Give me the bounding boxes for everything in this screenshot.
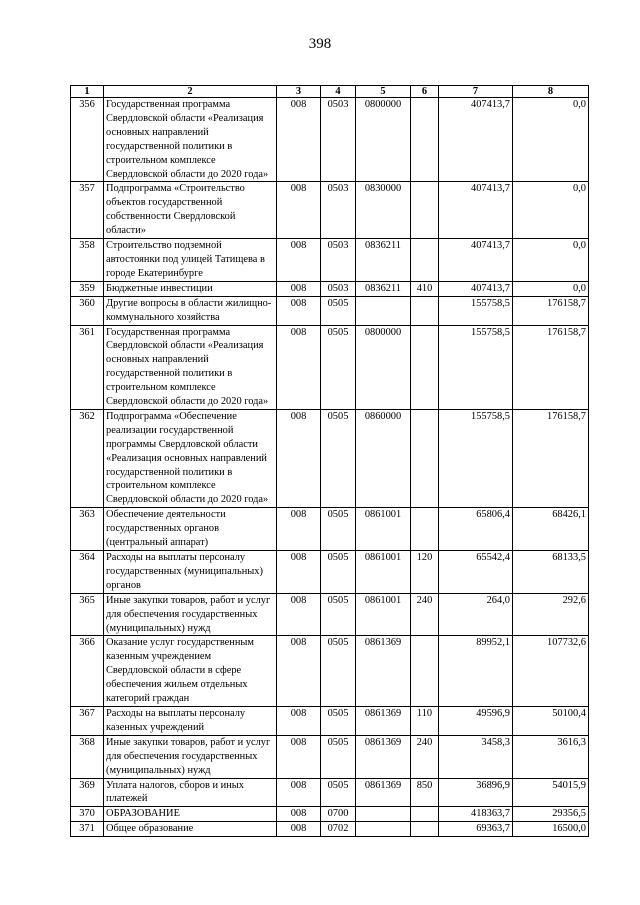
row-code-target xyxy=(356,296,411,325)
row-code-section: 0505 xyxy=(321,296,356,325)
row-amount-year1: 155758,5 xyxy=(439,325,513,409)
table-row xyxy=(71,296,589,325)
row-code-expense-type: 850 xyxy=(411,778,439,807)
row-amount-year2: 176158,7 xyxy=(513,325,589,409)
row-code-section: 0505 xyxy=(321,735,356,778)
row-amount-year2: 68426,1 xyxy=(513,508,589,551)
row-code-target: 0861369 xyxy=(356,778,411,807)
row-number: 370 xyxy=(71,807,104,822)
row-number: 368 xyxy=(71,735,104,778)
row-amount-year2: 292,6 xyxy=(513,593,589,636)
row-name: Бюджетные инвестиции xyxy=(104,281,277,296)
row-code-ministry: 008 xyxy=(277,822,321,837)
row-number: 371 xyxy=(71,822,104,837)
row-code-ministry: 008 xyxy=(277,296,321,325)
row-amount-year2: 3616,3 xyxy=(513,735,589,778)
header-row xyxy=(71,86,589,98)
row-amount-year1: 65542,4 xyxy=(439,551,513,594)
row-code-target: 0861001 xyxy=(356,593,411,636)
row-amount-year1: 36896,9 xyxy=(439,778,513,807)
row-name: Уплата налогов, сборов и иных платежей xyxy=(104,778,277,807)
row-code-expense-type: 240 xyxy=(411,735,439,778)
row-code-target xyxy=(356,807,411,822)
row-code-target: 0861001 xyxy=(356,508,411,551)
row-code-expense-type xyxy=(411,296,439,325)
row-name: Оказание услуг государственным казенным учреждением Свердловской области в сфере обеспечения жильем отдельных категорий граждан xyxy=(104,636,277,707)
row-code-ministry: 008 xyxy=(277,409,321,507)
row-name: Государственная программа Свердловской области «Реализация основных направлений государственной политики в строительном комплексе Свердловской области до 2020 года» xyxy=(104,98,277,182)
table-row xyxy=(71,706,589,735)
row-code-section: 0505 xyxy=(321,706,356,735)
row-amount-year1: 89952,1 xyxy=(439,636,513,707)
table-row xyxy=(71,239,589,282)
row-amount-year2: 68133,5 xyxy=(513,551,589,594)
row-code-target: 0800000 xyxy=(356,98,411,182)
row-code-section: 0505 xyxy=(321,508,356,551)
column-header: 5 xyxy=(356,86,411,98)
table-row xyxy=(71,778,589,807)
row-number: 369 xyxy=(71,778,104,807)
row-number: 356 xyxy=(71,98,104,182)
row-amount-year1: 69363,7 xyxy=(439,822,513,837)
row-amount-year2: 50100,4 xyxy=(513,706,589,735)
row-amount-year1: 155758,5 xyxy=(439,409,513,507)
row-code-ministry: 008 xyxy=(277,636,321,707)
row-code-ministry: 008 xyxy=(277,778,321,807)
row-code-expense-type xyxy=(411,325,439,409)
table-row xyxy=(71,735,589,778)
row-number: 363 xyxy=(71,508,104,551)
row-code-section: 0505 xyxy=(321,325,356,409)
row-amount-year2: 0,0 xyxy=(513,98,589,182)
row-number: 365 xyxy=(71,593,104,636)
column-header: 2 xyxy=(104,86,277,98)
row-number: 358 xyxy=(71,239,104,282)
row-code-ministry: 008 xyxy=(277,239,321,282)
row-number: 359 xyxy=(71,281,104,296)
row-name: Общее образование xyxy=(104,822,277,837)
row-code-target: 0836211 xyxy=(356,281,411,296)
column-header: 6 xyxy=(411,86,439,98)
row-code-section: 0702 xyxy=(321,822,356,837)
row-code-section: 0503 xyxy=(321,281,356,296)
row-code-ministry: 008 xyxy=(277,508,321,551)
row-number: 360 xyxy=(71,296,104,325)
row-code-ministry: 008 xyxy=(277,281,321,296)
row-code-expense-type: 110 xyxy=(411,706,439,735)
row-code-section: 0700 xyxy=(321,807,356,822)
row-code-target: 0861369 xyxy=(356,636,411,707)
row-code-target: 0860000 xyxy=(356,409,411,507)
row-code-expense-type xyxy=(411,807,439,822)
row-amount-year2: 0,0 xyxy=(513,182,589,239)
row-code-target: 0830000 xyxy=(356,182,411,239)
row-code-section: 0503 xyxy=(321,182,356,239)
row-amount-year2: 176158,7 xyxy=(513,409,589,507)
row-code-expense-type xyxy=(411,822,439,837)
column-header: 8 xyxy=(513,86,589,98)
row-amount-year2: 16500,0 xyxy=(513,822,589,837)
row-code-target: 0861369 xyxy=(356,735,411,778)
row-amount-year1: 155758,5 xyxy=(439,296,513,325)
row-amount-year1: 407413,7 xyxy=(439,98,513,182)
row-code-expense-type xyxy=(411,409,439,507)
row-amount-year1: 264,0 xyxy=(439,593,513,636)
page-number: 398 xyxy=(308,36,332,52)
table-row xyxy=(71,409,589,507)
row-amount-year2: 54015,9 xyxy=(513,778,589,807)
row-code-expense-type: 410 xyxy=(411,281,439,296)
row-code-ministry: 008 xyxy=(277,807,321,822)
row-name: Другие вопросы в области жилищно-коммунального хозяйства xyxy=(104,296,277,325)
row-name: Расходы на выплаты персоналу казенных учреждений xyxy=(104,706,277,735)
row-code-section: 0505 xyxy=(321,636,356,707)
row-code-target xyxy=(356,822,411,837)
row-amount-year1: 407413,7 xyxy=(439,239,513,282)
column-header: 1 xyxy=(71,86,104,98)
row-name: Подпрограмма «Строительство объектов государственной собственности Свердловской области» xyxy=(104,182,277,239)
row-code-ministry: 008 xyxy=(277,551,321,594)
table-row xyxy=(71,593,589,636)
row-amount-year1: 418363,7 xyxy=(439,807,513,822)
row-amount-year1: 407413,7 xyxy=(439,281,513,296)
row-number: 362 xyxy=(71,409,104,507)
row-code-expense-type: 120 xyxy=(411,551,439,594)
row-amount-year1: 407413,7 xyxy=(439,182,513,239)
row-code-target: 0800000 xyxy=(356,325,411,409)
row-code-ministry: 008 xyxy=(277,98,321,182)
row-number: 366 xyxy=(71,636,104,707)
row-code-ministry: 008 xyxy=(277,735,321,778)
column-header: 3 xyxy=(277,86,321,98)
row-code-target: 0861001 xyxy=(356,551,411,594)
row-amount-year2: 29356,5 xyxy=(513,807,589,822)
table-row xyxy=(71,822,589,837)
row-amount-year2: 0,0 xyxy=(513,281,589,296)
table-row xyxy=(71,551,589,594)
row-amount-year2: 176158,7 xyxy=(513,296,589,325)
row-code-ministry: 008 xyxy=(277,182,321,239)
row-amount-year1: 49596,9 xyxy=(439,706,513,735)
table-row xyxy=(71,281,589,296)
row-code-section: 0503 xyxy=(321,98,356,182)
table-row xyxy=(71,508,589,551)
row-code-section: 0505 xyxy=(321,551,356,594)
row-code-expense-type xyxy=(411,98,439,182)
row-name: Иные закупки товаров, работ и услуг для обеспечения государственных (муниципальных) нужд xyxy=(104,735,277,778)
row-amount-year2: 107732,6 xyxy=(513,636,589,707)
row-number: 367 xyxy=(71,706,104,735)
row-code-section: 0505 xyxy=(321,409,356,507)
budget-table xyxy=(70,85,589,837)
row-number: 361 xyxy=(71,325,104,409)
row-code-expense-type xyxy=(411,636,439,707)
column-header: 7 xyxy=(439,86,513,98)
row-code-section: 0505 xyxy=(321,778,356,807)
row-number: 357 xyxy=(71,182,104,239)
table-row xyxy=(71,807,589,822)
row-code-ministry: 008 xyxy=(277,706,321,735)
column-header: 4 xyxy=(321,86,356,98)
row-name: Обеспечение деятельности государственных органов (центральный аппарат) xyxy=(104,508,277,551)
row-name: Расходы на выплаты персоналу государственных (муниципальных) органов xyxy=(104,551,277,594)
table-row xyxy=(71,182,589,239)
row-code-section: 0503 xyxy=(321,239,356,282)
table-header xyxy=(71,86,589,98)
row-code-expense-type xyxy=(411,182,439,239)
row-name: Строительство подземной автостоянки под улицей Татищева в городе Екатеринбурге xyxy=(104,239,277,282)
row-code-section: 0505 xyxy=(321,593,356,636)
row-name: Иные закупки товаров, работ и услуг для обеспечения государственных (муниципальных) нужд xyxy=(104,593,277,636)
row-code-expense-type: 240 xyxy=(411,593,439,636)
table-row xyxy=(71,636,589,707)
row-number: 364 xyxy=(71,551,104,594)
row-name: Государственная программа Свердловской области «Реализация основных направлений государственной политики в строительном комплексе Свердловской области до 2020 года» xyxy=(104,325,277,409)
row-code-target: 0836211 xyxy=(356,239,411,282)
row-amount-year1: 3458,3 xyxy=(439,735,513,778)
table-row xyxy=(71,98,589,182)
row-code-expense-type xyxy=(411,508,439,551)
row-code-ministry: 008 xyxy=(277,325,321,409)
row-name: Подпрограмма «Обеспечение реализации государственной программы Свердловской области «Реализация основных направлений государственной политики в строительном комплексе Свердловской области до 2020 года» xyxy=(104,409,277,507)
row-amount-year1: 65806,4 xyxy=(439,508,513,551)
table-body xyxy=(71,98,589,837)
row-code-ministry: 008 xyxy=(277,593,321,636)
row-name: ОБРАЗОВАНИЕ xyxy=(104,807,277,822)
row-code-expense-type xyxy=(411,239,439,282)
table-row xyxy=(71,325,589,409)
row-amount-year2: 0,0 xyxy=(513,239,589,282)
row-code-target: 0861369 xyxy=(356,706,411,735)
